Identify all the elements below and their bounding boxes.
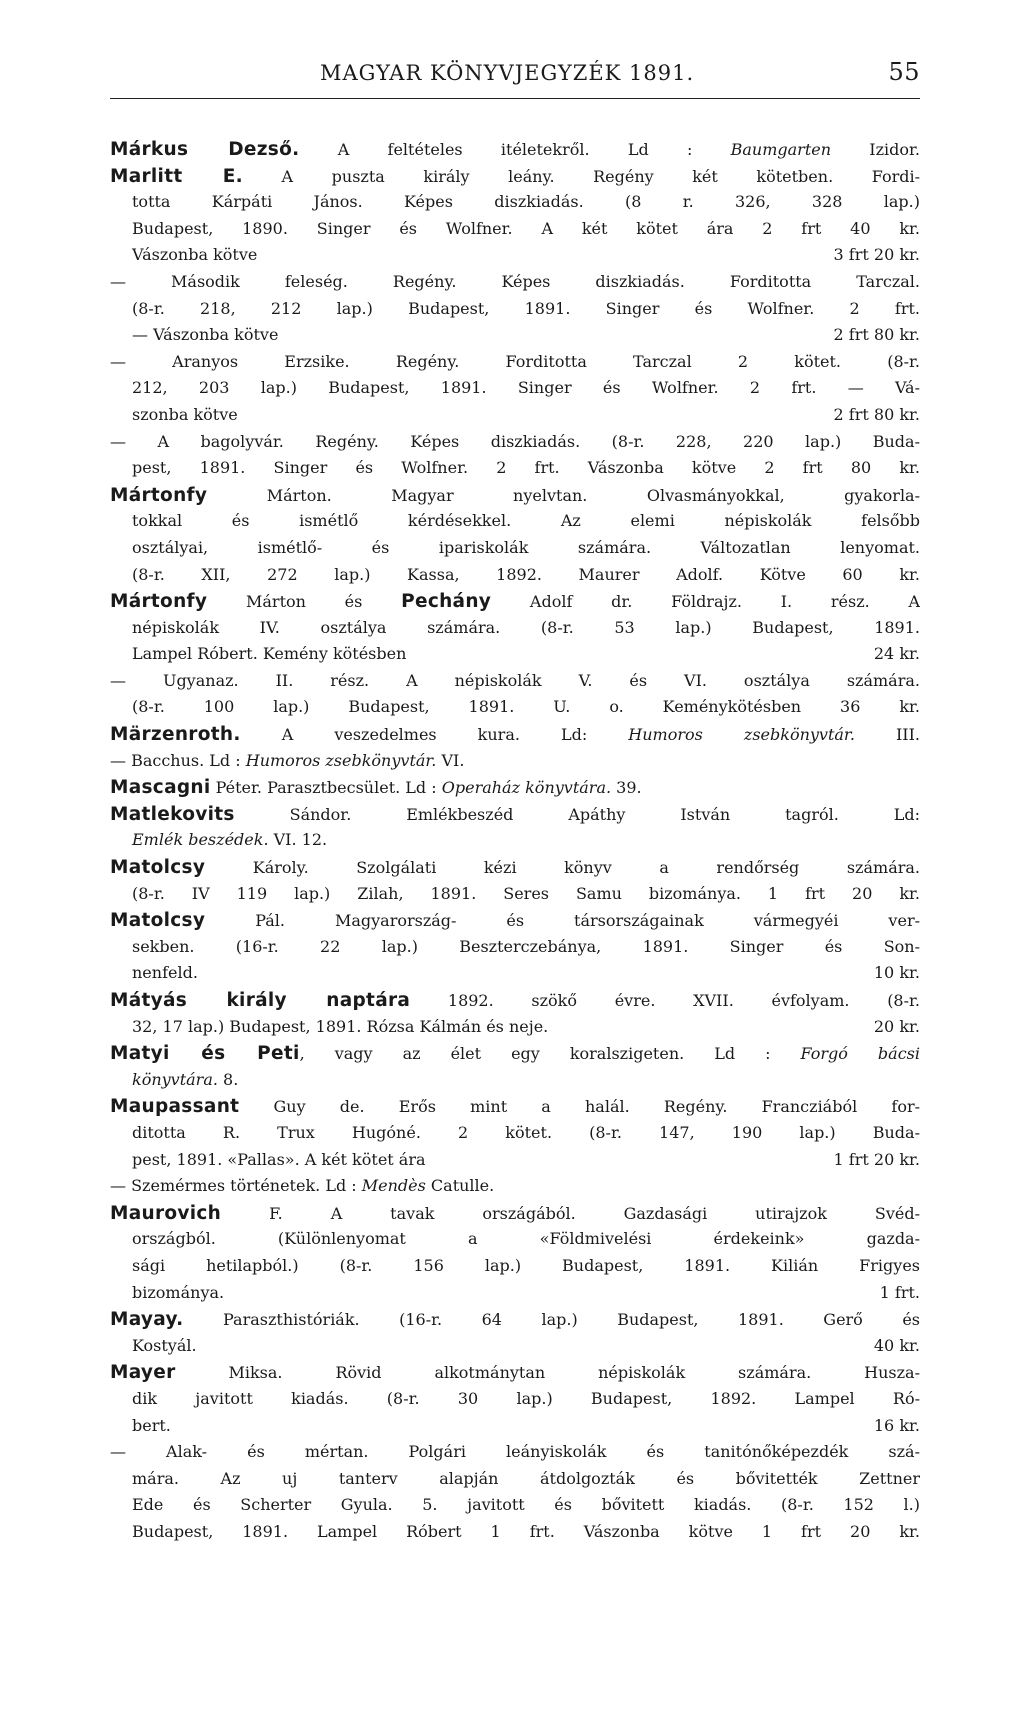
- line-text: VI.: [436, 750, 465, 770]
- line-text: Budapest, 1891. Lampel Róbert 1 frt. Vászonba kötve 1 frt 20 kr.: [132, 1521, 920, 1541]
- line-text: Guy de. Erős mint a halál. Regény. Francziából for-: [239, 1097, 920, 1117]
- catalog-line: [110, 830, 920, 857]
- catalog-line: [110, 325, 920, 352]
- line-text: bert.: [132, 1415, 171, 1435]
- catalog-line: [110, 272, 920, 299]
- line-text: — A bagolyvár. Regény. Képes diszkiadás. (8-r. 228, 220 lap.) Buda-: [110, 431, 920, 451]
- line-text: 1892. szökő évre. XVII. évfolyam. (8-r.: [410, 991, 920, 1010]
- catalog-line: [110, 1150, 920, 1177]
- catalog-line: [110, 1336, 920, 1363]
- running-head: [110, 58, 920, 90]
- catalog-line: [110, 1495, 920, 1522]
- catalog-line: [110, 432, 920, 459]
- line-text: országból. (Különlenyomat a «Földmivelési érdekeink» gazda-: [132, 1229, 920, 1249]
- line-text: , vagy az élet egy koralszigeten. Ld :: [299, 1044, 801, 1064]
- line-text: tokkal és ismétlő kérdésekkel. Az elemi népiskolák felsőbb: [132, 511, 920, 531]
- line-price: 20 kr.: [873, 1016, 920, 1036]
- catalog-line: [110, 1229, 920, 1256]
- line-text: Miksa. Rövid alkotmánytan népiskolák számára. Husza-: [175, 1363, 920, 1383]
- catalog-line: [110, 192, 920, 219]
- page-number: 55: [888, 58, 920, 86]
- catalog-line: [110, 884, 920, 911]
- catalog-line: [110, 458, 920, 485]
- author-name: Marlitt E.: [110, 165, 243, 187]
- line-text: népiskolák IV. osztálya számára. (8-r. 53 lap.) Budapest, 1891.: [132, 617, 920, 637]
- header-rule: [110, 98, 920, 99]
- catalog-line: [110, 963, 920, 990]
- author-name: Mayay.: [110, 1309, 184, 1331]
- line-text: III.: [854, 725, 920, 745]
- catalog-line: [110, 1017, 920, 1044]
- catalog-line: [110, 511, 920, 538]
- author-name: Pechány: [401, 591, 492, 613]
- line-price: 3 frt 20 kr.: [833, 245, 920, 265]
- catalog-line: [110, 1442, 920, 1469]
- line-text: 32, 17 lap.) Budapest, 1891. Rózsa Kálmán és neje.: [132, 1016, 549, 1036]
- author-name: Matlekovits: [110, 803, 235, 825]
- line-price: 2 frt 80 kr.: [833, 325, 920, 345]
- catalog-line: [110, 538, 920, 565]
- book-catalog-page: [110, 58, 920, 1548]
- catalog-line: [110, 1389, 920, 1416]
- line-price: 2 frt 80 kr.: [833, 404, 920, 424]
- catalog-line: [110, 990, 920, 1017]
- line-text: pest, 1891. «Pallas». A két kötet ára: [132, 1149, 426, 1169]
- author-name: Márkus Dezső.: [110, 139, 300, 160]
- series-title: Operaház könyvtára.: [441, 778, 612, 798]
- line-text: VI. 12.: [268, 830, 328, 850]
- line-text: — Második feleség. Regény. Képes diszkiadás. Forditotta Tarczal.: [110, 271, 920, 291]
- line-text: A feltételes itéletekről. Ld :: [299, 140, 731, 159]
- catalog-line: [110, 937, 920, 964]
- series-title: könyvtára.: [132, 1069, 218, 1089]
- catalog-line: [110, 644, 920, 671]
- line-text: 8.: [217, 1069, 239, 1089]
- series-title: Humoros zsebkönyvtár.: [245, 750, 437, 770]
- line-price: 40 kr.: [873, 1335, 920, 1355]
- catalog-line: [110, 1123, 920, 1150]
- catalog-line: [110, 724, 920, 751]
- author-name: Mayer: [110, 1362, 176, 1384]
- line-text: Márton és: [207, 592, 402, 612]
- line-text: Izidor.: [831, 140, 920, 159]
- catalog-line: [110, 591, 920, 618]
- line-text: Pál. Magyarország- és társországainak vármegyéi ver-: [205, 911, 920, 931]
- line-text: Adolf dr. Földrajz. I. rész. A: [491, 592, 920, 612]
- line-text: — Bacchus. Ld :: [110, 750, 246, 770]
- line-text: F. A tavak országából. Gazdasági utirajzok Svéd-: [221, 1203, 920, 1223]
- line-text: osztályai, ismétlő- és ipariskolák számára. Változatlan lenyomat.: [132, 537, 920, 557]
- line-text: sekben. (16-r. 22 lap.) Beszterczebánya, 1891. Singer és Son-: [132, 936, 920, 956]
- catalog-line: [110, 485, 920, 512]
- catalog-line: [110, 405, 920, 432]
- line-text: — Vászonba kötve: [132, 325, 279, 345]
- catalog-line: [110, 804, 920, 831]
- author-name: Matolcsy: [110, 910, 206, 932]
- catalog-line: [110, 299, 920, 326]
- catalog-entries: [110, 139, 920, 1548]
- line-text: Péter. Parasztbecsület. Ld :: [210, 778, 442, 798]
- line-price: 1 frt 20 kr.: [833, 1149, 920, 1169]
- line-text: mára. Az uj tanterv alapján átdolgozták és bővitették Zettner: [132, 1468, 920, 1488]
- line-text: bizománya.: [132, 1282, 225, 1302]
- catalog-line: [110, 1362, 920, 1389]
- line-text: dik javitott kiadás. (8-r. 30 lap.) Budapest, 1892. Lampel Ró-: [132, 1388, 920, 1408]
- line-text: Budapest, 1890. Singer és Wolfner. A két kötet ára 2 frt 40 kr.: [132, 218, 920, 238]
- line-text: (8-r. 218, 212 lap.) Budapest, 1891. Singer és Wolfner. 2 frt.: [132, 298, 920, 318]
- header-title: MAGYAR KÖNYVJEGYZÉK 1891.: [320, 61, 695, 85]
- catalog-line: [110, 910, 920, 937]
- catalog-line: [110, 1070, 920, 1097]
- catalog-line: [110, 751, 920, 778]
- catalog-line: [110, 1176, 920, 1203]
- line-text: Ede és Scherter Gyula. 5. javitott és bővitett kiadás. (8-r. 152 l.): [132, 1495, 920, 1515]
- line-text: Márton. Magyar nyelvtan. Olvasmányokkal, gyakorla-: [207, 485, 920, 505]
- series-title: Humoros zsebkönyvtár.: [628, 725, 855, 745]
- line-text: pest, 1891. Singer és Wolfner. 2 frt. Vászonba kötve 2 frt 80 kr.: [132, 458, 920, 478]
- series-title: Baumgarten: [730, 140, 832, 159]
- catalog-line: [110, 1043, 920, 1070]
- line-text: Sándor. Emlékbeszéd Apáthy István tagról. Ld:: [234, 804, 920, 824]
- catalog-line: [110, 1469, 920, 1496]
- catalog-line: [110, 618, 920, 645]
- catalog-line: [110, 1522, 920, 1549]
- author-name: Maupassant: [110, 1096, 240, 1118]
- author-name: Matolcsy: [110, 857, 206, 879]
- series-title: Forgó bácsi: [800, 1044, 920, 1064]
- catalog-line: [110, 166, 920, 193]
- line-price: 10 kr.: [873, 963, 920, 983]
- catalog-line: [110, 697, 920, 724]
- line-text: — Alak- és mértan. Polgári leányiskolák és tanitónőképezdék szá-: [110, 1442, 920, 1462]
- line-text: — Aranyos Erzsike. Regény. Forditotta Tarczal 2 kötet. (8-r.: [110, 351, 920, 371]
- line-text: A puszta király leány. Regény két kötetben. Fordi-: [242, 166, 920, 186]
- catalog-line: [110, 1096, 920, 1123]
- author-name: Mártonfy: [110, 591, 208, 613]
- author-name: Mascagni: [110, 777, 211, 799]
- catalog-line: [110, 219, 920, 246]
- line-text: — Ugyanaz. II. rész. A népiskolák V. és VI. osztálya számára.: [110, 670, 920, 690]
- line-price: 1 frt.: [879, 1282, 920, 1302]
- line-text: A veszedelmes kura. Ld:: [240, 725, 629, 745]
- catalog-line: [110, 139, 920, 166]
- catalog-line: [110, 1283, 920, 1310]
- catalog-line: [110, 1416, 920, 1443]
- line-text: nenfeld.: [132, 963, 198, 983]
- author-name: Mártonfy: [110, 484, 208, 506]
- line-text: szonba kötve: [132, 404, 238, 424]
- line-text: totta Kárpáti János. Képes diszkiadás. (8 r. 326, 328 lap.): [132, 192, 920, 212]
- line-text: (8-r. XII, 272 lap.) Kassa, 1892. Maurer Adolf. Kötve 60 kr.: [132, 564, 920, 584]
- line-text: Vászonba kötve: [132, 245, 258, 265]
- line-price: 16 kr.: [873, 1415, 920, 1435]
- catalog-line: [110, 378, 920, 405]
- series-title: Mendès: [361, 1176, 426, 1196]
- author-name: Mátyás király naptára: [110, 990, 411, 1011]
- catalog-line: [110, 1309, 920, 1336]
- line-price: 24 kr.: [873, 644, 920, 664]
- catalog-line: [110, 857, 920, 884]
- catalog-line: [110, 777, 920, 804]
- catalog-line: [110, 1203, 920, 1230]
- author-name: Maurovich: [110, 1202, 222, 1224]
- line-text: Catulle.: [425, 1176, 495, 1196]
- catalog-line: [110, 245, 920, 272]
- line-text: (8-r. 100 lap.) Budapest, 1891. U. o. Keménykötésben 36 kr.: [132, 697, 920, 717]
- catalog-line: [110, 352, 920, 379]
- line-text: (8-r. IV 119 lap.) Zilah, 1891. Seres Samu bizománya. 1 frt 20 kr.: [132, 883, 920, 903]
- catalog-line: [110, 1256, 920, 1283]
- series-title: Emlék beszédek.: [132, 830, 269, 850]
- line-text: 39.: [611, 778, 642, 798]
- catalog-line: [110, 565, 920, 592]
- author-name: Matyi és Peti: [110, 1043, 300, 1065]
- line-text: ditotta R. Trux Hugóné. 2 kötet. (8-r. 147, 190 lap.) Buda-: [132, 1122, 920, 1142]
- line-text: 212, 203 lap.) Budapest, 1891. Singer és Wolfner. 2 frt. — Vá-: [132, 378, 920, 398]
- line-text: sági hetilapból.) (8-r. 156 lap.) Budapest, 1891. Kilián Frigyes: [132, 1255, 920, 1275]
- catalog-line: [110, 671, 920, 698]
- line-text: — Szemérmes történetek. Ld :: [110, 1176, 362, 1196]
- line-text: Lampel Róbert. Kemény kötésben: [132, 644, 407, 664]
- line-text: Kostyál.: [132, 1335, 197, 1355]
- line-text: Károly. Szolgálati kézi könyv a rendőrség számára.: [205, 858, 920, 878]
- author-name: Märzenroth.: [110, 724, 241, 746]
- line-text: Paraszthistóriák. (16-r. 64 lap.) Budapest, 1891. Gerő és: [183, 1310, 920, 1330]
